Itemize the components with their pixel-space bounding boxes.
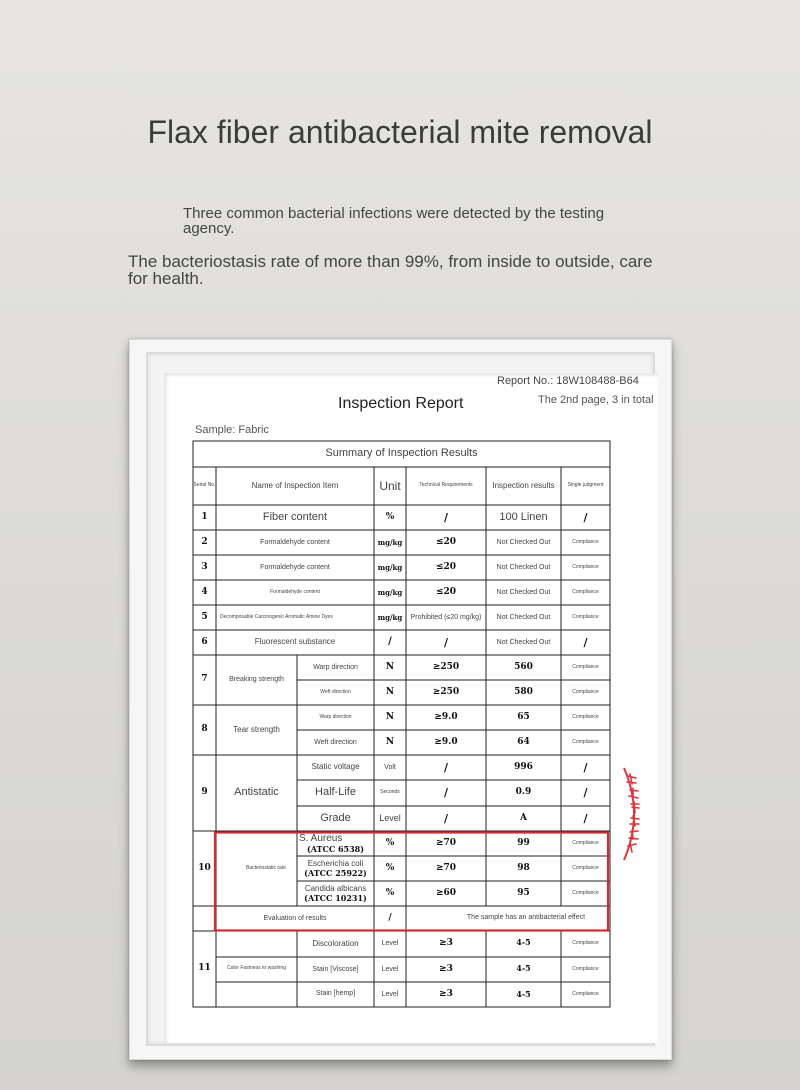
subtitle-bacteriostasis: The bacteriostasis rate of more than 99%, from inside to outside, care for health. [128, 252, 653, 288]
row-requirement: ≤20 [435, 586, 457, 597]
row-item: Fluorescent substance [254, 637, 336, 647]
row-item: Discoloration [312, 938, 359, 948]
row-serial: 3 [201, 561, 208, 572]
col-header-requirement: Technical Requirements [419, 482, 473, 489]
evaluation-result: The sample has an antibacterial effect [466, 913, 586, 921]
report-title: Inspection Report [338, 395, 464, 412]
row-requirement: ≥250 [432, 686, 460, 697]
row-judgment: / [583, 811, 588, 825]
bacteria-item-e-coli [297, 856, 374, 881]
row-serial: 9 [201, 787, 208, 798]
row-item: Fiber content [262, 510, 328, 523]
sample-label: Sample: Fabric [195, 424, 269, 436]
row-judgment: Compliance [572, 688, 599, 695]
row-unit: Level [381, 940, 399, 948]
row-result: Not Checked Out [496, 638, 551, 646]
row-requirement: Prohibited (≤20 mg/kg) [410, 613, 482, 621]
row-requirement: / [443, 786, 449, 800]
row-judgment: Compliance [572, 538, 599, 545]
bacteria-name: Escherichia coli [307, 859, 364, 869]
evaluation-unit: / [388, 912, 392, 923]
page-info: The 2nd page, 3 in total [538, 394, 654, 406]
row-item: Grade [320, 811, 351, 824]
col-header-unit: Unit [379, 478, 401, 493]
row-item: Static voltage [311, 762, 360, 772]
row-requirement: ≥9.0 [434, 711, 458, 722]
row-item: Stain [hemp] [315, 990, 356, 998]
row-serial: 11 [198, 963, 211, 974]
row-requirement: ≥9.0 [434, 736, 458, 747]
row-requirement: / [443, 760, 449, 774]
bacteria-item-s-aureus [297, 831, 374, 856]
bacteria-item-candida [297, 881, 374, 906]
row-item: Half-Life [315, 786, 356, 799]
row-result: 996 [514, 761, 533, 772]
row-judgment: Compliance [572, 713, 599, 720]
row-requirement: ≥70 [435, 862, 457, 873]
row-result: Not Checked Out [496, 563, 551, 571]
page-title: Flax fiber antibacterial mite removal [147, 114, 653, 150]
row-result: 98 [517, 862, 530, 873]
col-header-judgment: Single judgment [567, 482, 604, 489]
row-unit: % [385, 887, 395, 898]
bacteria-name: Candida albicans [304, 884, 367, 894]
row-item: Formaldehyde content [270, 588, 320, 595]
row-judgment: Compliance [572, 889, 599, 896]
row-serial: 5 [201, 611, 208, 622]
inspection-stamp [614, 766, 644, 862]
row-unit: Level [381, 990, 399, 998]
row-item: Weft direction [320, 688, 351, 695]
row-judgment: / [583, 635, 588, 649]
col-header-result: Inspection results [492, 480, 555, 490]
row-requirement: ≥3 [439, 938, 453, 949]
row-unit: Level [381, 965, 399, 973]
row-item: Warp direction [319, 713, 352, 720]
row-unit: % [385, 862, 395, 873]
row-requirement: ≥3 [439, 988, 453, 999]
bacteria-name: S. Aureus [299, 833, 343, 845]
row-result: Not Checked Out [496, 538, 551, 546]
row-serial: 2 [201, 536, 208, 547]
row-unit: Level [379, 812, 401, 823]
row-group-label: Color Fastness to washing [227, 965, 286, 972]
row-requirement: ≥250 [432, 661, 460, 672]
subtitle-testing-agency: Three common bacterial infections were detected by the testing agency. [183, 205, 605, 237]
row-result: 580 [514, 686, 533, 697]
row-serial: 7 [201, 674, 208, 685]
row-judgment: / [583, 786, 588, 800]
row-unit: mg/kg [377, 587, 403, 597]
row-item: Weft direction [314, 738, 357, 746]
row-result: Not Checked Out [496, 588, 551, 596]
row-serial: 1 [201, 511, 208, 522]
row-unit: N [385, 661, 395, 672]
row-requirement: ≥3 [439, 963, 453, 974]
row-judgment: Compliance [572, 663, 599, 670]
col-header-item: Name of Inspection Item [251, 480, 339, 490]
row-result: 100 Linen [499, 510, 548, 523]
row-result: 4-5 [516, 962, 531, 973]
row-group-label: Tear strength [233, 724, 280, 734]
row-judgment: Compliance [572, 940, 599, 947]
row-unit: % [385, 511, 395, 522]
row-serial: 4 [201, 586, 208, 597]
row-item: Formaldehyde content [260, 563, 330, 571]
row-group-label: Antistatic [234, 786, 279, 799]
row-item: Stain [Viscose] [312, 965, 359, 973]
row-judgment: Compliance [572, 839, 599, 846]
row-unit: mg/kg [377, 612, 403, 622]
row-unit: % [385, 837, 395, 848]
row-serial: 10 [198, 862, 211, 873]
row-result: Not Checked Out [496, 613, 551, 621]
row-judgment: Compliance [572, 738, 599, 745]
row-unit: N [385, 711, 395, 722]
row-result: 65 [517, 711, 530, 722]
col-header-serial: Serial No. [193, 482, 216, 489]
row-group-label: Breaking strength [229, 676, 284, 684]
row-judgment: Compliance [572, 864, 599, 871]
atcc-code: (ATCC 6538) [306, 843, 365, 854]
row-judgment: Compliance [572, 613, 599, 620]
row-item: Formaldehyde content [260, 538, 330, 546]
row-requirement: / [443, 635, 449, 649]
row-judgment: / [583, 510, 588, 524]
row-item: Warp direction [313, 663, 358, 671]
row-unit: Volt [384, 763, 396, 771]
row-result: 0.9 [515, 787, 532, 798]
atcc-code: (ATCC 10231) [304, 892, 367, 903]
row-judgment: Compliance [572, 563, 599, 570]
row-unit: N [385, 686, 395, 697]
row-requirement: ≤20 [435, 536, 457, 547]
summary-title: Summary of Inspection Results [325, 447, 478, 460]
row-serial: 8 [201, 724, 208, 735]
row-unit: N [385, 736, 395, 747]
row-judgment: Compliance [572, 965, 599, 972]
row-judgment: Compliance [572, 990, 599, 997]
row-requirement: ≤20 [435, 561, 457, 572]
row-item: Decomposable Carcinogenic Aromatic Amine Dyes [220, 613, 333, 620]
row-result: 4-5 [516, 937, 531, 948]
row-unit: Seconds [380, 789, 400, 796]
row-result: 4-5 [516, 989, 531, 1000]
row-result: 99 [517, 837, 530, 848]
row-result: 560 [514, 661, 533, 672]
row-unit: / [388, 636, 392, 648]
row-requirement: / [443, 510, 449, 524]
atcc-code: (ATCC 25922) [304, 867, 367, 878]
row-requirement: ≥70 [435, 837, 457, 848]
row-judgment: / [583, 760, 588, 774]
row-judgment: Compliance [572, 588, 599, 595]
row-unit: mg/kg [377, 562, 403, 572]
row-group-label: Bacteriostatic rate [245, 864, 287, 871]
row-serial: 6 [201, 636, 208, 647]
row-result: 64 [517, 736, 530, 747]
row-requirement: ≥60 [435, 887, 457, 898]
row-requirement: / [443, 811, 449, 825]
row-result: A [520, 812, 527, 823]
row-unit: mg/kg [377, 537, 403, 547]
row-result: 95 [517, 887, 530, 898]
report-number: Report No.: 18W108488-B64 [497, 375, 639, 387]
evaluation-label: Evaluation of results [263, 914, 327, 922]
